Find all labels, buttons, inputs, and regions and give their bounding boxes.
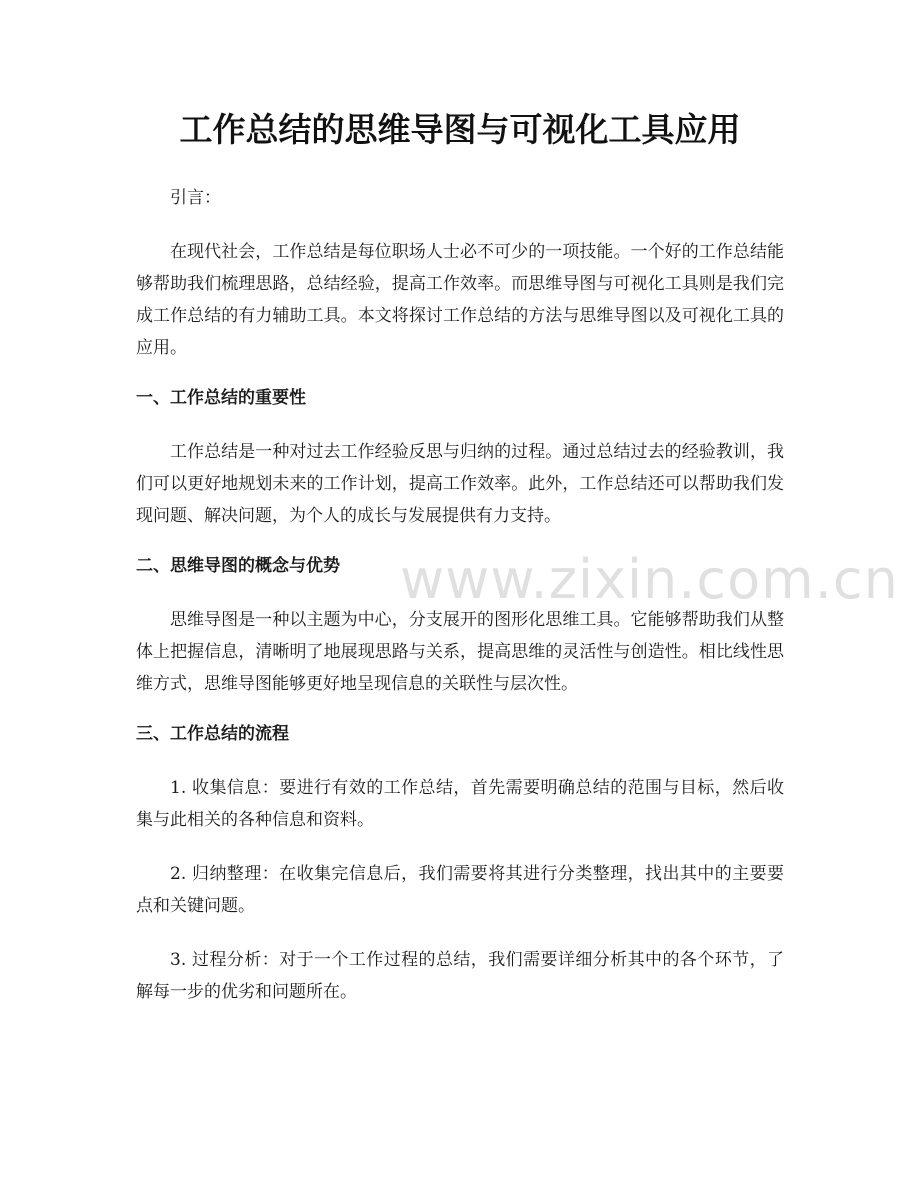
section-paragraph: 工作总结是一种对过去工作经验反思与归纳的过程。通过总结过去的经验教训，我们可以更好地规划未来的工作计划，提高工作效率。此外，工作总结还可以帮助我们发现问题、解决问题，为个人的成长与发展提供有力支持。: [136, 442, 784, 526]
section-heading-process: 三、工作总结的流程: [136, 724, 289, 744]
process-step-3: 3. 过程分析：对于一个工作过程的总结，我们需要详细分析其中的各个环节，了解每一步的优劣和问题所在。: [136, 950, 784, 1002]
section-paragraph: 思维导图是一种以主题为中心，分支展开的图形化思维工具。它能够帮助我们从整体上把握信息，清晰明了地展现思路与关系，提高思维的灵活性与创造性。相比线性思维方式，思维导图能够更好地呈现信息的关联性与层次性。: [136, 610, 784, 694]
document-body: [136, 182, 784, 1008]
document-title: 工作总结的思维导图与可视化工具应用: [179, 110, 741, 149]
intro-paragraph: 在现代社会，工作总结是每位职场人士必不可少的一项技能。一个好的工作总结能够帮助我们梳理思路，总结经验，提高工作效率。而思维导图与可视化工具则是我们完成工作总结的有力辅助工具。本文将探讨工作总结的方法与思维导图以及可视化工具的应用。: [136, 242, 784, 358]
intro-label: 引言：: [170, 188, 221, 208]
section-heading-mindmap: 二、思维导图的概念与优势: [136, 556, 340, 576]
process-step-1: 1. 收集信息：要进行有效的工作总结，首先需要明确总结的范围与目标，然后收集与此相关的各种信息和资料。: [136, 778, 784, 830]
watermark: www.zixin.com.cn: [400, 548, 899, 611]
section-heading-importance: 一、工作总结的重要性: [136, 388, 306, 408]
process-step-2: 2. 归纳整理：在收集完信息后，我们需要将其进行分类整理，找出其中的主要要点和关键问题。: [136, 864, 784, 916]
